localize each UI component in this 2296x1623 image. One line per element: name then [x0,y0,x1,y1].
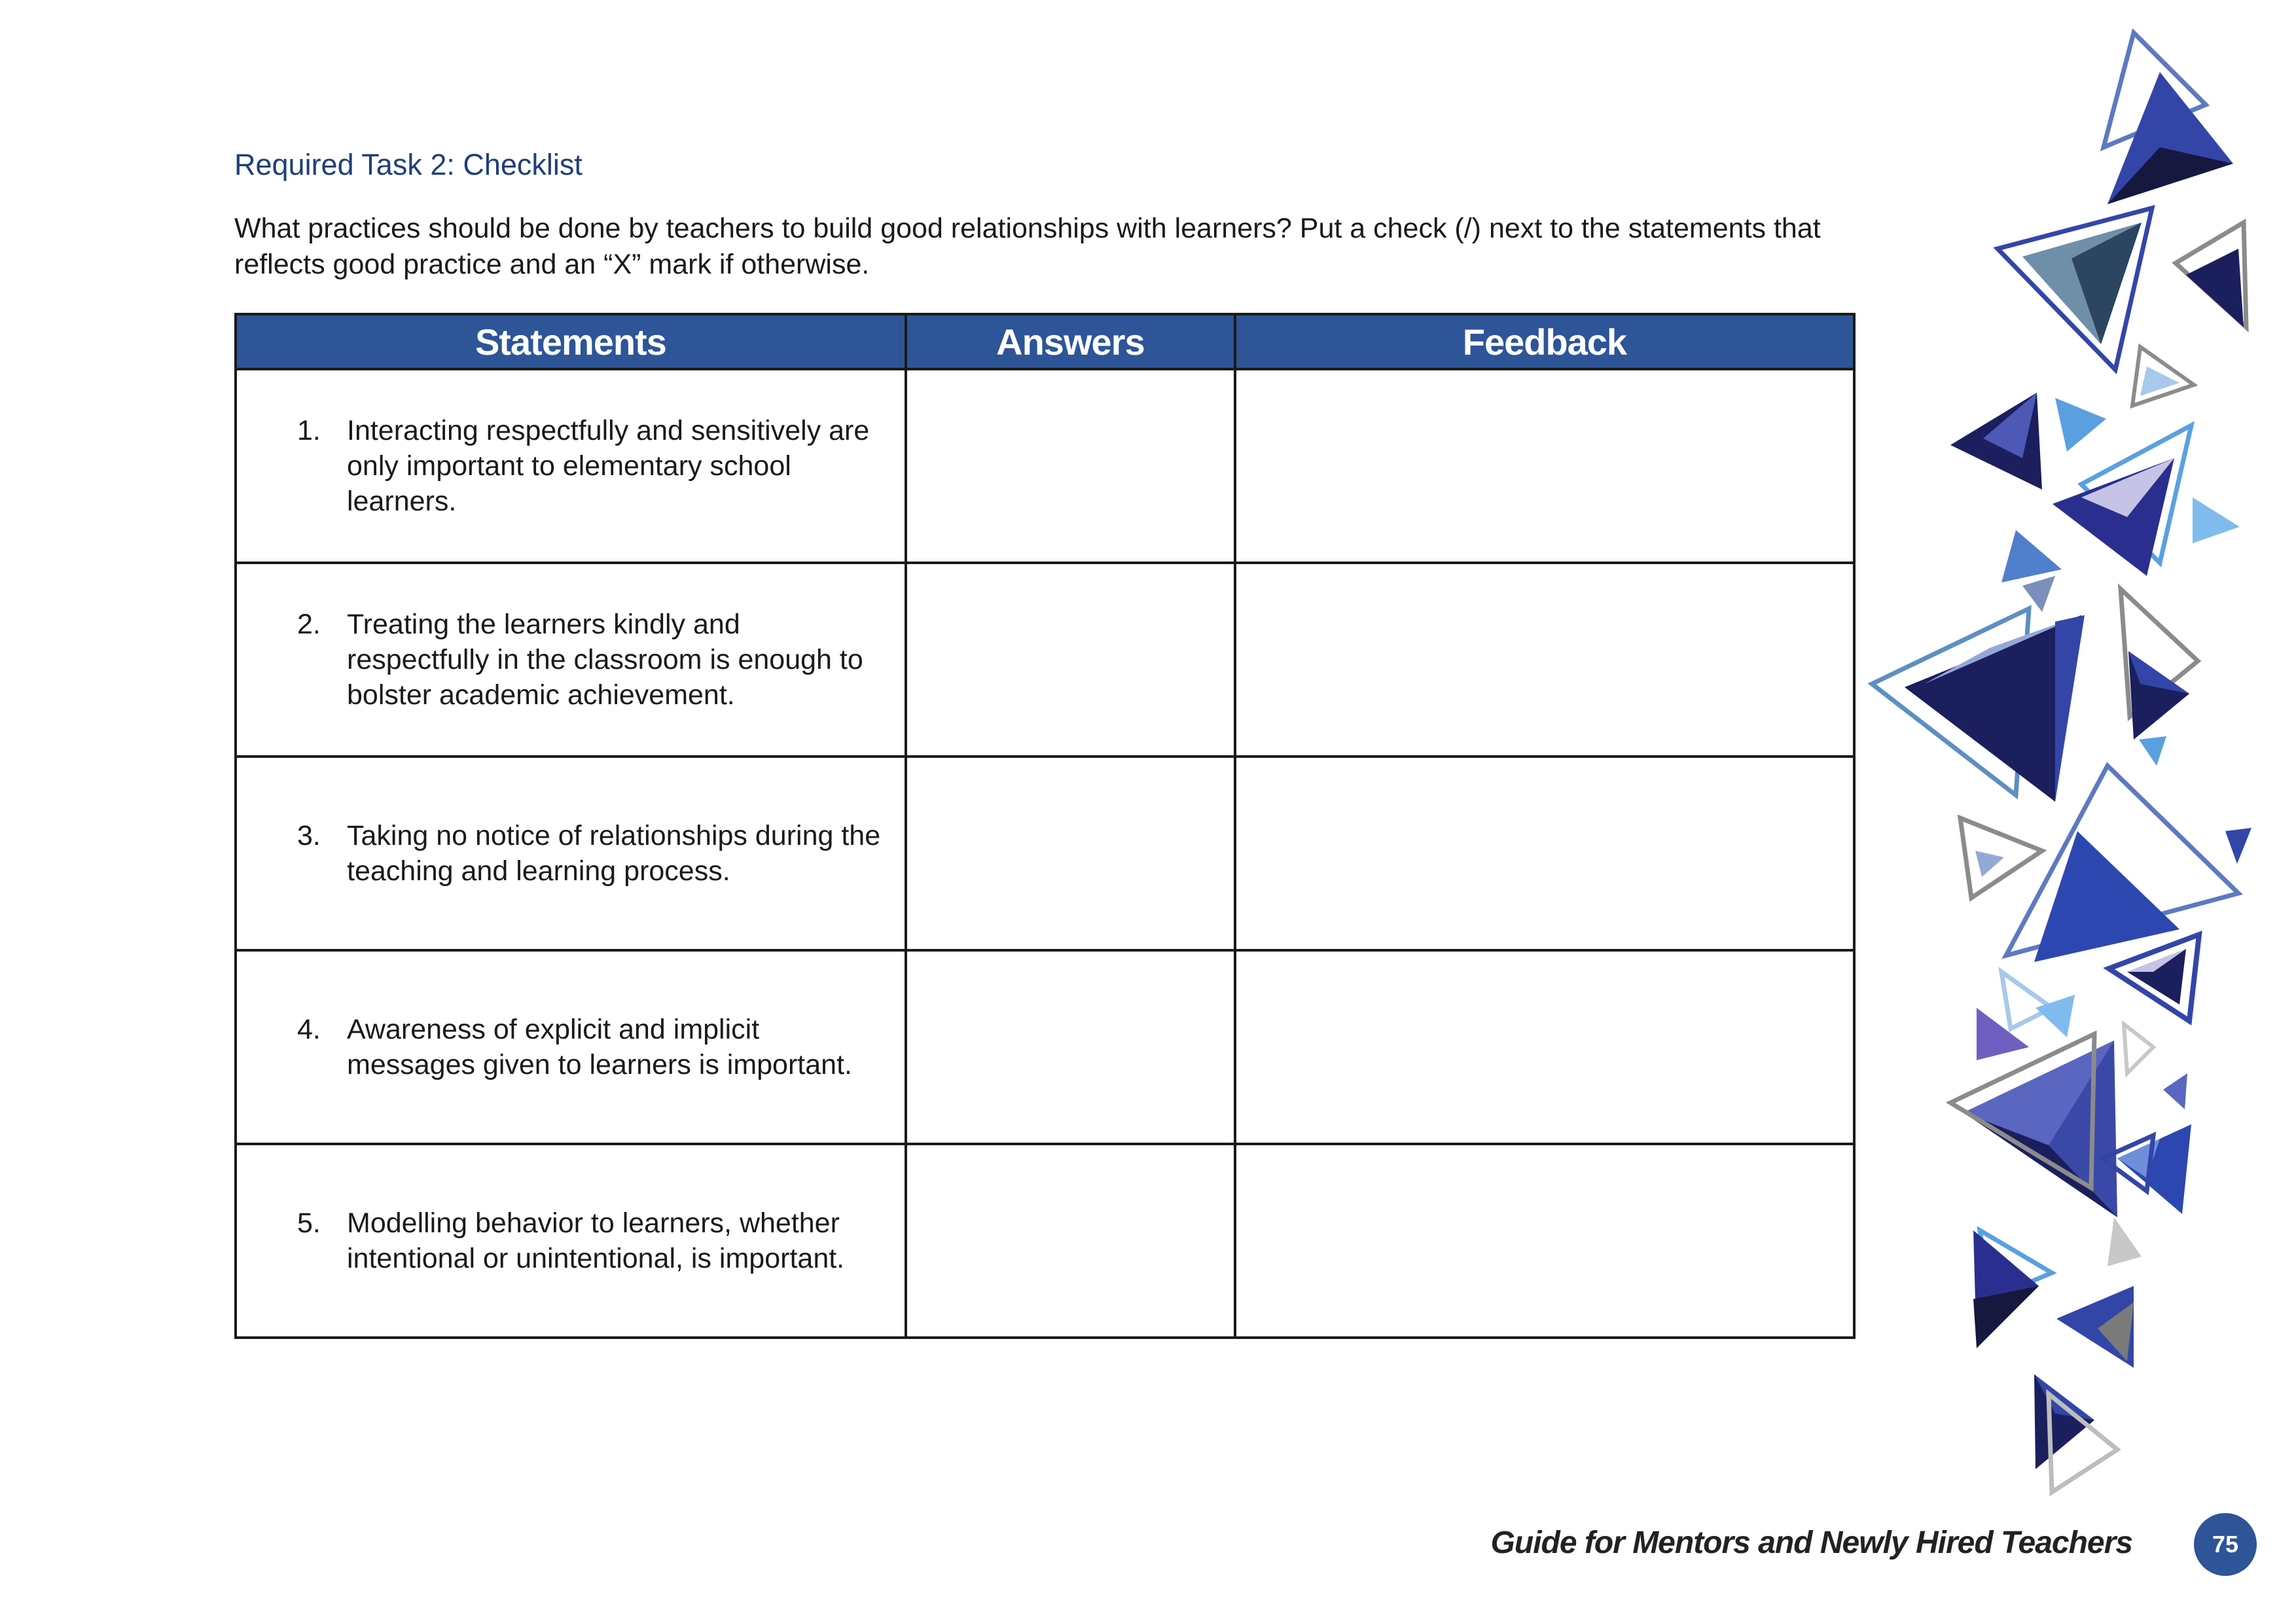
triangle [2022,576,2055,612]
statement-cell [236,563,906,757]
answer-cell[interactable] [906,950,1235,1144]
answer-cell[interactable] [906,563,1235,757]
answer-cell[interactable] [906,757,1235,950]
outline-triangle [2001,972,2052,1029]
table-row [236,563,1854,757]
triangle [2001,530,2062,582]
triangle [2193,497,2240,543]
outline-triangle [2124,1024,2153,1073]
decorative-triangles [1859,0,2296,1505]
statement-cell [236,950,906,1144]
task-instructions: What practices should be done by teachers to build good relationships with learners? Put a check (/) next to the statements that reflects good practice and an “X” mark if otherwise. [234,213,1821,280]
statement-number: 2. [297,609,321,640]
page-number-badge: 75 [2194,1513,2257,1576]
triangle [2163,1073,2187,1109]
header-feedback: Feedback [1235,314,1854,369]
triangle [2225,828,2251,864]
header-answers: Answers [906,314,1235,369]
footer-title: Guide for Mentors and Newly Hired Teachers [1490,1525,2132,1560]
table-row [236,950,1854,1144]
triangle [2055,615,2085,802]
feedback-cell[interactable] [1235,369,1854,563]
feedback-cell[interactable] [1235,1144,1854,1338]
task-title: Required Task 2: Checklist [234,148,583,181]
statement-text: Interacting respectfully and sensitively are only important to elementary school learners. [347,415,870,517]
triangle [2055,398,2106,452]
triangle [1977,1008,2029,1060]
statement-cell [236,1144,906,1338]
table-row [236,369,1854,563]
statement-text: Taking no notice of relationships during the teaching and learning process. [347,820,881,887]
triangle [1975,851,2004,877]
feedback-cell[interactable] [1235,563,1854,757]
triangle [2186,249,2244,327]
table-header-row [236,314,1854,369]
answer-cell[interactable] [906,369,1235,563]
statement-text: Modelling behavior to learners, whether intentional or unintentional, is important. [347,1207,845,1274]
statement-cell [236,757,906,950]
feedback-cell[interactable] [1235,757,1854,950]
statement-number: 5. [297,1207,321,1239]
answer-cell[interactable] [906,1144,1235,1338]
statement-text: Awareness of explicit and implicit messages given to learners is important. [347,1014,852,1080]
triangle [2108,1217,2142,1266]
triangle [2139,736,2166,766]
statement-number: 3. [297,820,321,851]
checklist-table [234,313,1856,1339]
feedback-cell[interactable] [1235,950,1854,1144]
statement-number: 4. [297,1014,321,1045]
statement-cell [236,369,906,563]
triangle [2034,831,2179,962]
triangle [1905,615,2081,802]
statement-number: 1. [297,415,321,446]
table-row [236,1144,1854,1338]
statement-text: Treating the learners kindly and respectfully in the classroom is enough to bolster academic achievement. [347,609,863,711]
header-statements: Statements [236,314,906,369]
table-row [236,757,1854,950]
